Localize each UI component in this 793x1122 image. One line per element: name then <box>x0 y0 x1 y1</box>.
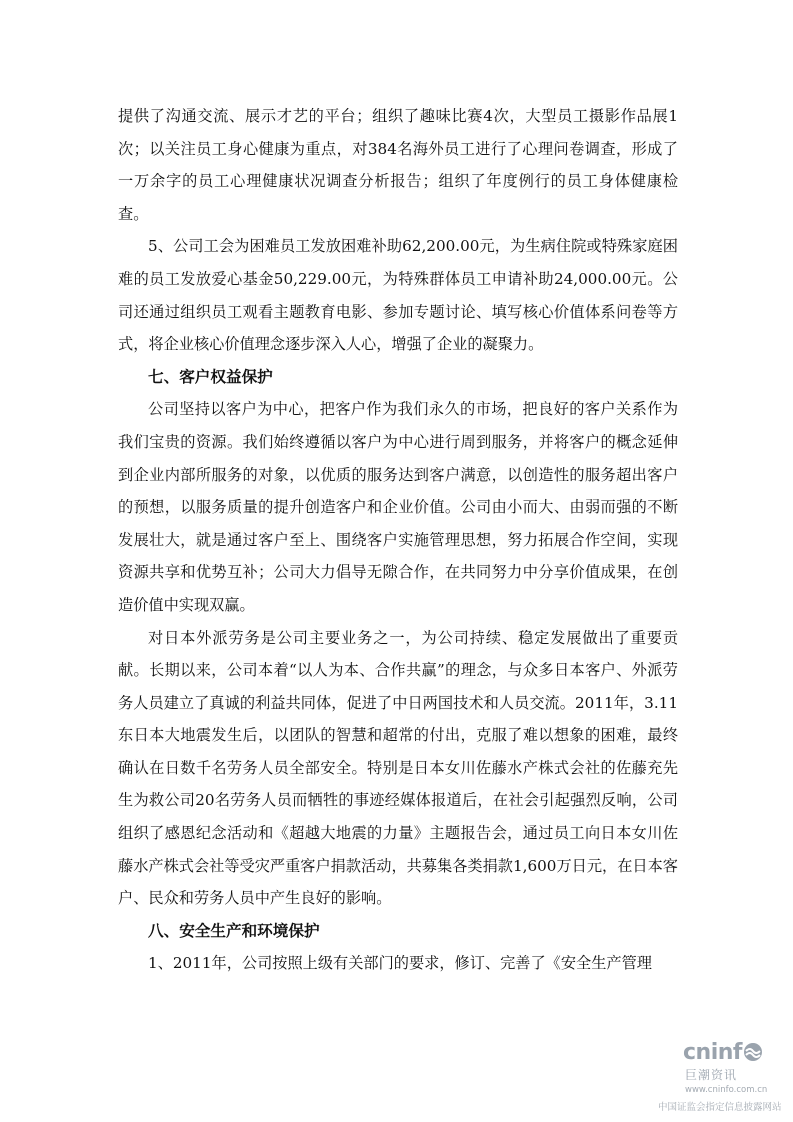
cninfo-watermark <box>655 1040 791 1120</box>
logo-chinese-name: 巨潮资讯 <box>685 1068 738 1082</box>
section-heading-customer-rights: 七、客户权益保护 <box>148 366 273 386</box>
section-heading-safety-environment: 八、安全生产和环境保护 <box>148 920 320 940</box>
paragraph-union-subsidies: 5、公司工会为困难员工发放困难补助62,200.00元，为生病住院或特殊家庭困难的员工发放爱心基金50,229.00元，为特殊群体员工申请补助24,000.00元。公司还通过组织员工观看主题教育电影、参加专题讨论、填写核心价值体系问卷等方式，将企业核心价值理念逐步深入人心，增强了企业的凝聚力。 <box>118 237 678 354</box>
paragraph-customer-centric: 公司坚持以客户为中心，把客户作为我们永久的市场，把良好的客户关系作为我们宝贵的资源。我们始终遵循以客户为中心进行周到服务，并将客户的概念延伸到企业内部所服务的对象，以优质的服务达到客户满意，以创造性的服务超出客户的预想，以服务质量的提升创造客户和企业价值。公司由小而大、由弱而强的不断发展壮大，就是通过客户至上、围绕客户实施管理思想，努力拓展合作空间，实现资源共享和优势互补；公司大力倡导无隙合作，在共同努力中分享价值成果，在创造价值中实现双赢。 <box>118 400 678 614</box>
wave-logo-icon <box>743 1042 763 1062</box>
paragraph-japan-labor: 对日本外派劳务是公司主要业务之一，为公司持续、稳定发展做出了重要贡献。长期以来，公司本着“以人为本、合作共赢”的理念，与众多日本客户、外派劳务人员建立了真诚的利益共同体，促进了中日两国技术和人员交流。2011年，3.11 东日本大地震发生后，以团队的智慧和超常的付出，克服了难以想象的困难，最终确认在日数千名劳务人员全部安全。特别是日本女川佐藤水产株式会社的佐藤充先生为救公司20名劳务人员而牺牲的事迹经媒体报道后，在社会引起强烈反响，公司组织了感恩纪念活动和《超越大地震的力量》主题报告会，通过员工向日本女川佐藤水产株式会社等受灾严重客户捐款活动，共募集各类捐款1,600万日元，在日本客户、民众和劳务人员中产生良好的影响。 <box>118 628 678 908</box>
logo-url: www.cninfo.com.cn <box>685 1085 768 1095</box>
logo-brand-text: cninf <box>683 1040 742 1065</box>
document-body <box>118 100 678 980</box>
paragraph-employee-activities: 提供了沟通交流、展示才艺的平台；组织了趣味比赛4次，大型员工摄影作品展1次；以关注员工身心健康为重点，对384名海外员工进行了心理问卷调查，形成了一万余字的员工心理健康状况调查分析报告；组织了年度例行的员工身体健康检查。 <box>118 107 678 223</box>
logo-tagline: 中国证监会指定信息披露网站 <box>658 1102 782 1113</box>
paragraph-safety-management: 1、2011年，公司按照上级有关部门的要求，修订、完善了《安全生产管理 <box>148 954 652 973</box>
